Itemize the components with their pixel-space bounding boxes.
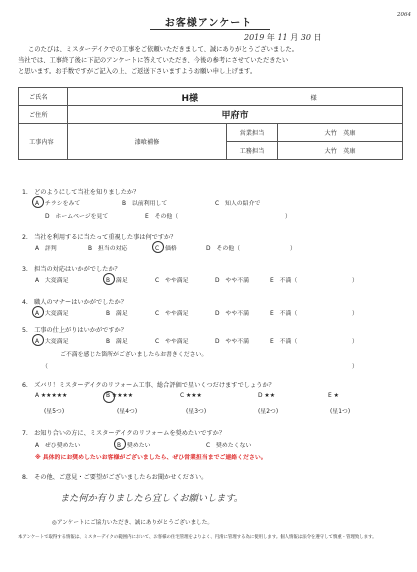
q5-paren-open: （ <box>42 364 48 370</box>
q6-label-a: (星5つ) <box>44 409 65 415</box>
q5-option-d: D やや不満 <box>215 339 249 345</box>
q5-option-e-close: ） <box>352 339 358 345</box>
q1-option-a: A チラシをみて <box>35 201 81 207</box>
q4-option-b: B 満足 <box>106 311 128 317</box>
survey-date <box>244 32 321 43</box>
date-day: 30 <box>300 33 311 42</box>
q3-option-c: C やや満足 <box>155 278 189 284</box>
q6-answer-circle <box>103 391 115 403</box>
q4-option-c: C やや満足 <box>155 311 189 317</box>
name-suffix: 様 <box>310 94 317 102</box>
question-3: 3. 担当の対応はいかがでしたか？ <box>22 266 121 273</box>
q5-paren-close: ） <box>352 364 358 370</box>
q1-option-e-close: ） <box>285 214 291 220</box>
footer-thanks: ◎アンケートにご協力いただき、誠にありがとうございました。 <box>52 520 213 526</box>
survey-title: お客様アンケート <box>164 18 253 29</box>
q5-option-a: A 大変満足 <box>35 339 69 345</box>
q7-note: ※ 具体的にお奨めしたいお客様がございましたら、ぜひ営業担当までご連絡ください。 <box>35 455 267 461</box>
work-staff-label: 工務担当 <box>227 142 278 160</box>
q5-sub-text: ご不満を感じた箇所がございましたらお書きください。 <box>60 352 208 358</box>
footer-privacy: 本アンケートで取得する情報は、ミスターデイクの範囲内において、お客様の住宅管理をよりよく、円滑に管理する為に使用します。個人情報は法令を遵守して慎重・管理致します。 <box>18 535 377 540</box>
question-7: 7. お知り合いの方に、ミスターデイクのリフォームを奨めたいですか？ <box>22 430 226 437</box>
intro-line: このたびは、ミスターデイクでの工事をご依頼いただきまして、誠にありがとうございました。 <box>28 46 299 53</box>
question-4: 4. 職人のマナーはいかがでしたか？ <box>22 299 127 306</box>
q2-option-d: D その他（ <box>206 246 240 252</box>
date-year: 2019 <box>244 33 265 42</box>
q2-option-b: B 担当の対応 <box>88 246 128 252</box>
customer-info-table <box>18 87 403 160</box>
q4-option-e: E 不満（ <box>270 311 298 317</box>
q2-option-d-close: ） <box>290 246 296 252</box>
q4-option-d: D やや不満 <box>215 311 249 317</box>
q6-label-b: (星4つ) <box>117 409 138 415</box>
work-value: 漆喰補修 <box>68 124 227 160</box>
q2-option-c: C 価格 <box>155 246 177 252</box>
q6-label-d: (星2つ) <box>258 409 279 415</box>
q1-option-b: B 以前利用して <box>122 201 168 207</box>
serial-number: 2064 <box>397 12 411 18</box>
q2-option-a: A 評判 <box>35 246 57 252</box>
q1-option-d: D ホームページを見て <box>45 214 109 220</box>
intro-text <box>18 44 403 77</box>
question-8: 8. その他、ご意見・ご要望がございましたらお聞かせください。 <box>22 474 208 481</box>
q6-option-c: C ★★★ <box>180 393 202 399</box>
intro-line: 当社では、工事終了後に下記のアンケートに答えていただき、今後の参考にさせていただきたい <box>18 57 289 64</box>
q1-option-e: E その他（ <box>145 214 179 220</box>
q7-option-b: B 奨めたい <box>117 443 151 449</box>
q8-answer: また何か有りましたら宜しくお願いします。 <box>60 493 244 504</box>
q6-option-a: A ★★★★★ <box>35 393 68 399</box>
date-day-label: 日 <box>313 33 322 42</box>
q6-option-e: E ★ <box>328 393 339 399</box>
name-value: H様 <box>181 93 199 104</box>
name-label: ご氏名 <box>19 88 68 106</box>
q5-answer-circle <box>32 334 44 346</box>
q6-label-c: (星3つ) <box>186 409 207 415</box>
q1-answer-circle <box>32 196 44 208</box>
q7-option-a: A ぜひ奨めたい <box>35 443 81 449</box>
q5-option-e: E 不満（ <box>270 339 298 345</box>
q3-option-b: B 満足 <box>106 278 128 284</box>
question-6: 6. ズバリ！ミスターデイクのリフォーム工事、総合評価で星いくつだけますでしょうか？ <box>22 382 275 389</box>
question-5: 5. 工事の仕上がりはいかがですか？ <box>22 327 127 334</box>
sales-label: 営業担当 <box>227 124 278 142</box>
q6-label-e: (星1つ) <box>330 409 351 415</box>
date-month: 11 <box>277 33 288 42</box>
q4-option-e-close: ） <box>352 311 358 317</box>
q5-option-c: C やや満足 <box>155 339 189 345</box>
work-label: 工事内容 <box>19 124 68 160</box>
q2-answer-circle <box>152 241 164 253</box>
name-cell <box>68 88 403 106</box>
q3-option-e: E 不満（ <box>270 278 298 284</box>
q7-option-c: C 奨めたくない <box>206 443 252 449</box>
q3-option-d: D やや不満 <box>215 278 249 284</box>
q1-option-c: C 知人の紹介で <box>215 201 261 207</box>
q6-option-b: B ★★★★ <box>106 393 134 399</box>
q5-option-b: B 満足 <box>106 339 128 345</box>
work-staff-value: 大竹 英康 <box>278 142 403 160</box>
intro-line: と思います。お手数ですがご記入の上、ご返送下さいますようお願い申し上げます。 <box>18 68 257 75</box>
date-month-label: 月 <box>290 33 299 42</box>
q6-option-d: D ★★ <box>258 393 275 399</box>
q3-option-e-close: ） <box>352 278 358 284</box>
address-label: ご住所 <box>19 106 68 124</box>
sales-value: 大竹 英康 <box>278 124 403 142</box>
address-value: 甲府市 <box>68 106 403 124</box>
q4-option-a: A 大変満足 <box>35 311 69 317</box>
q3-option-a: A 大変満足 <box>35 278 69 284</box>
question-1: 1. どのようにして当社を知りましたか？ <box>22 189 140 196</box>
q4-answer-circle <box>32 306 44 318</box>
q7-answer-circle <box>114 438 126 450</box>
date-year-label: 年 <box>266 33 275 42</box>
title-underline <box>150 29 270 30</box>
q3-answer-circle <box>103 273 115 285</box>
question-2: 2. 当社を利用するに当たって重視した事は何ですか？ <box>22 234 177 241</box>
